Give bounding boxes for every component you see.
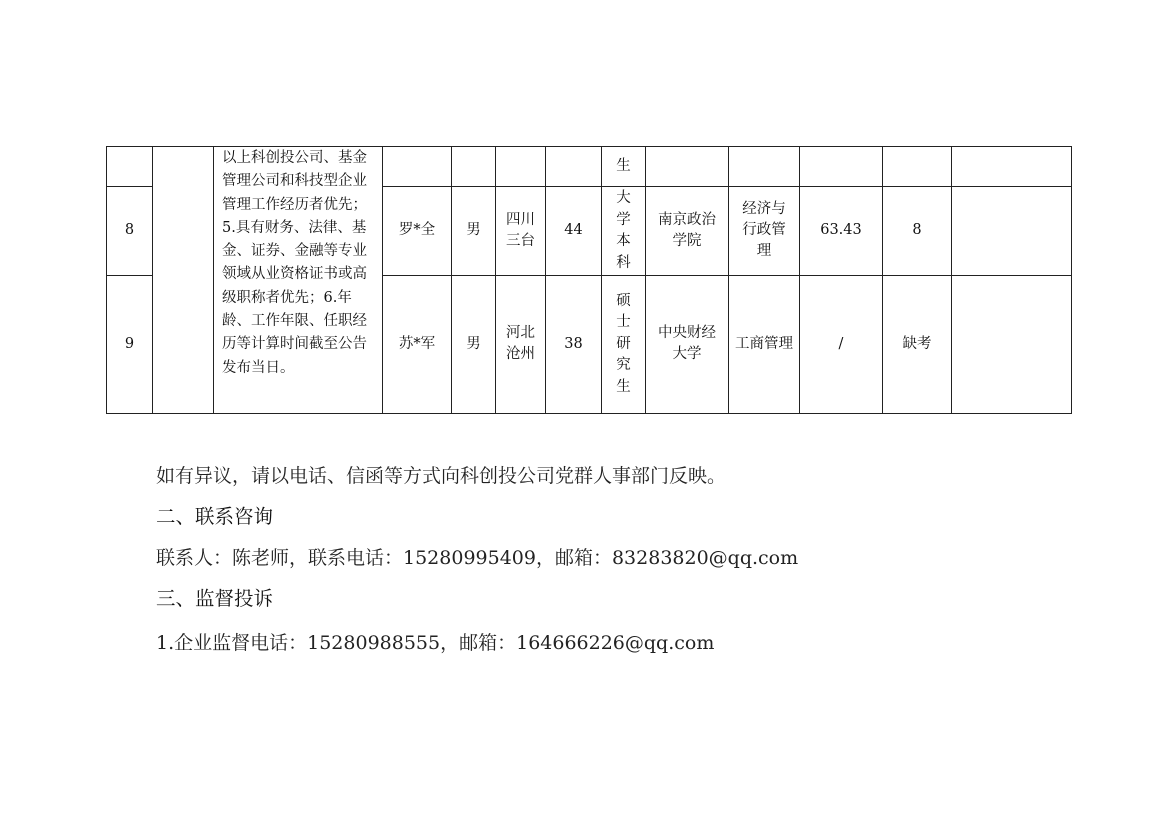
age-cell: 38 [546, 276, 602, 414]
score-cell: 63.43 [800, 187, 883, 276]
rank-cell: 缺考 [883, 276, 952, 414]
major-cell [729, 276, 800, 414]
section-heading-contact: 二、联系咨询 [156, 505, 274, 528]
table-cell [952, 276, 1072, 414]
school-text: 南京政治学院 [657, 211, 716, 249]
origin-text: 四川三台 [505, 211, 535, 249]
age-cell: 44 [546, 187, 602, 276]
score-cell: / [800, 276, 883, 414]
major-text: 工商管理 [734, 335, 793, 352]
section-heading-supervision: 三、监督投诉 [156, 587, 274, 610]
table-cell [729, 147, 800, 187]
name-cell: 罗*全 [383, 187, 452, 276]
table-row [107, 147, 1072, 187]
requirements-cell: 以上科创投公司、基金管理公司和科技型企业管理工作经历者优先；5.具有财务、法律、基金、证券、金融等专业领域从业资格证书或高级职称者优先；6.年龄、工作年限、任职经历等计算时间截至公告发布当日。 [214, 147, 383, 414]
table-cell [452, 147, 496, 187]
table-cell [383, 147, 452, 187]
table-cell [496, 147, 546, 187]
table-cell [107, 147, 153, 187]
table-cell [883, 147, 952, 187]
education-text: 大学本科 [616, 190, 631, 271]
school-text: 中央财经大学 [657, 325, 716, 363]
row-number: 9 [107, 276, 153, 414]
name-cell: 苏*军 [383, 276, 452, 414]
school-cell [646, 187, 729, 276]
education-tail: 生 [616, 157, 631, 174]
position-cell [153, 147, 214, 414]
contact-paragraph: 联系人：陈老师，联系电话：15280995409，邮箱：83283820@qq.com [156, 547, 799, 569]
origin-text: 河北沧州 [505, 325, 535, 363]
education-cell [602, 147, 646, 187]
origin-cell [496, 187, 546, 276]
gender-cell: 男 [452, 187, 496, 276]
table-cell [546, 147, 602, 187]
row-number: 8 [107, 187, 153, 276]
gender-cell: 男 [452, 276, 496, 414]
table-cell [952, 187, 1072, 276]
school-cell [646, 276, 729, 414]
candidate-table [106, 146, 1072, 414]
supervision-paragraph: 1.企业监督电话：15280988555，邮箱：164666226@qq.com [156, 632, 715, 654]
table-cell [800, 147, 883, 187]
table-cell [952, 147, 1072, 187]
origin-cell [496, 276, 546, 414]
education-text: 硕士研究生 [616, 292, 631, 395]
rank-cell: 8 [883, 187, 952, 276]
objection-paragraph: 如有异议，请以电话、信函等方式向科创投公司党群人事部门反映。 [156, 465, 727, 487]
major-text: 经济与行政管理 [742, 201, 786, 260]
education-cell [602, 276, 646, 414]
table-cell [646, 147, 729, 187]
education-cell [602, 187, 646, 276]
major-cell [729, 187, 800, 276]
